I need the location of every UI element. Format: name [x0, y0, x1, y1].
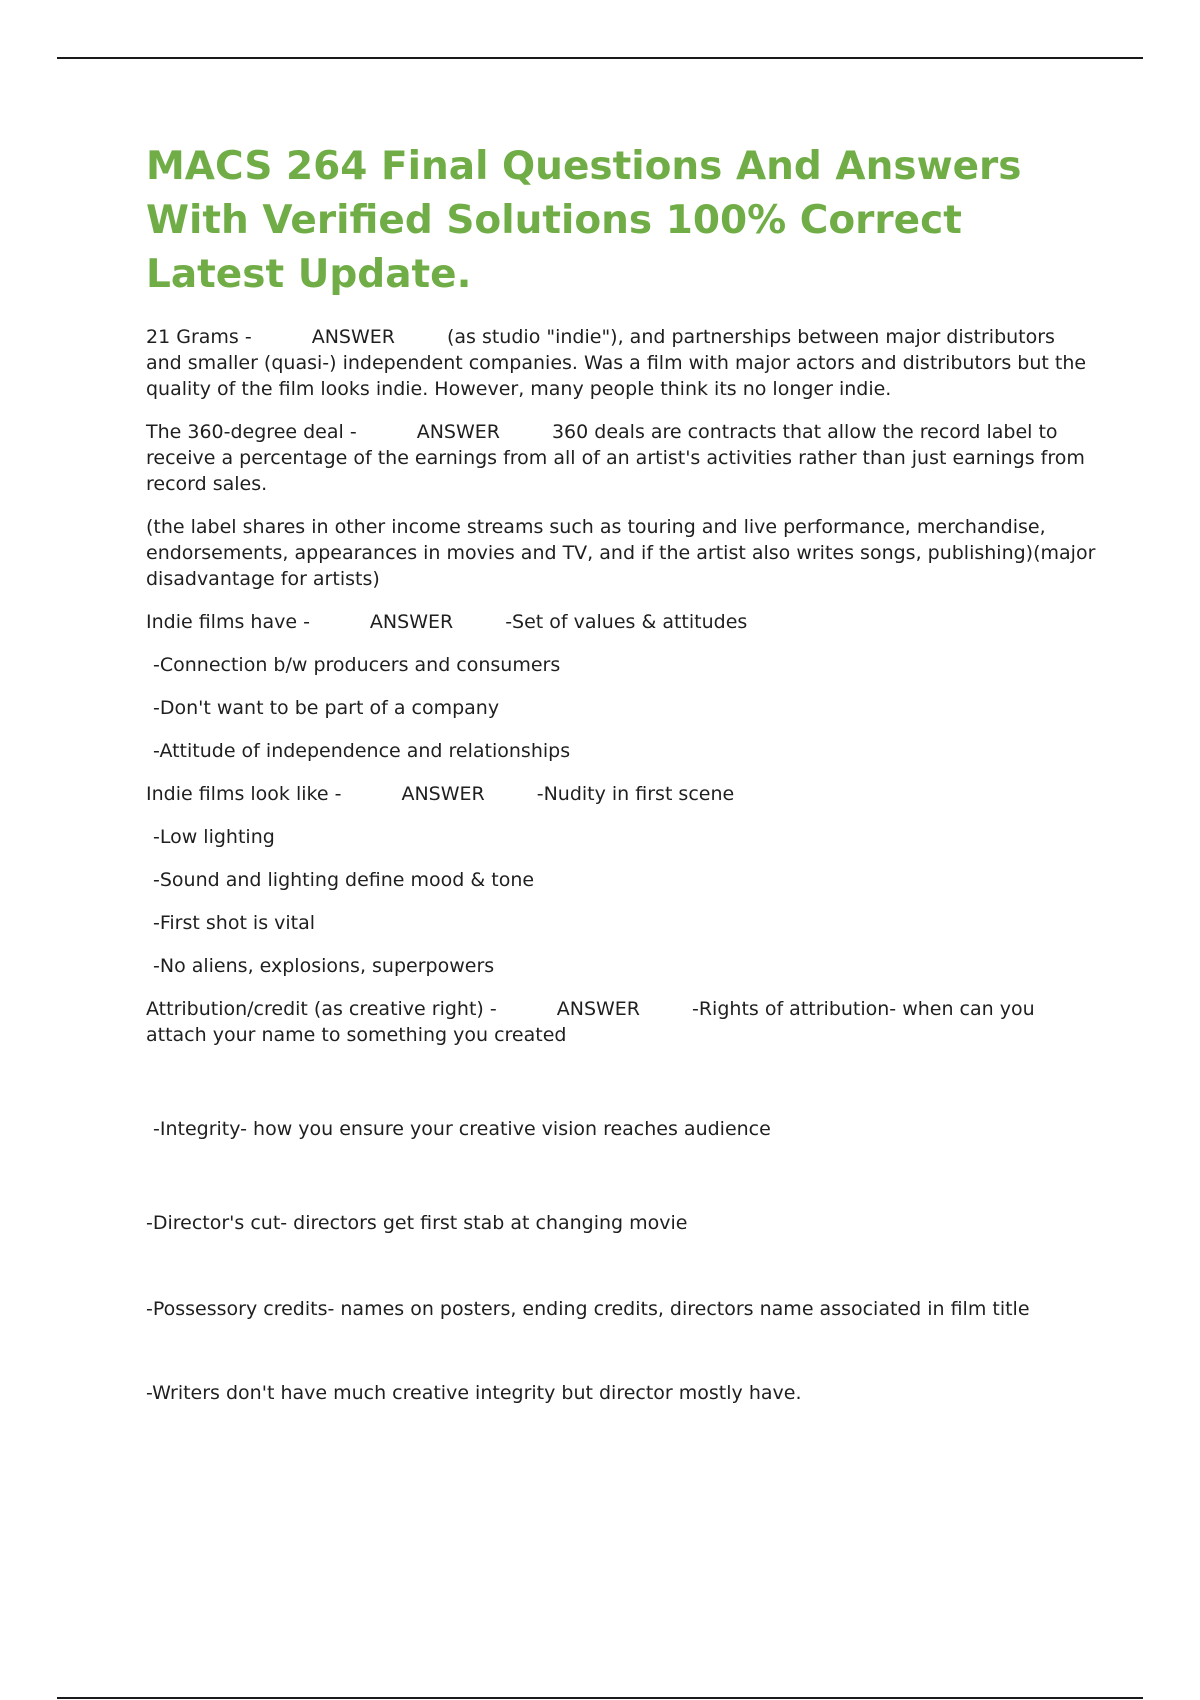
- document-title: MACS 264 Final Questions And Answers With Verified Solutions 100% Correct Latest Update.: [146, 144, 1022, 297]
- term: 21 Grams -: [146, 326, 252, 348]
- answer-label: ANSWER: [369, 611, 454, 633]
- list-item: -Integrity- how you ensure your creative vision reaches audience: [153, 1118, 771, 1140]
- answer-text: -Rights of attribution- when can you attach your name to something you created: [146, 998, 1035, 1046]
- list-item: -Sound and lighting define mood & tone: [153, 869, 535, 891]
- qa-entry-360-deal: [146, 419, 1096, 497]
- list-item: -Low lighting: [153, 826, 275, 848]
- answer-text: (as studio "indie"), and partnerships between major distributors and smaller (quasi-) independent companies. Was a film with major actors and distributors but the quality of the film looks indie. However, many people think its no longer indie.: [146, 326, 1087, 400]
- term: The 360-degree deal -: [146, 421, 357, 443]
- list-item: -First shot is vital: [153, 912, 316, 934]
- answer-label: ANSWER: [416, 421, 500, 443]
- qa-entry-attribution-credit: [146, 996, 1096, 1048]
- qa-entry-21-grams: [146, 324, 1096, 402]
- list-item: -Director's cut- directors get first stab at changing movie: [146, 1212, 688, 1234]
- term: Indie films have -: [146, 611, 310, 633]
- document-body: [146, 140, 1096, 1423]
- answer-label: ANSWER: [556, 998, 640, 1020]
- list-item: -Possessory credits- names on posters, ending credits, directors name associated in film title: [146, 1298, 1030, 1320]
- qa-entry-indie-films-have: [146, 609, 1096, 635]
- answer-label: ANSWER: [401, 783, 485, 805]
- term: Attribution/credit (as creative right) -: [146, 998, 497, 1020]
- qa-entry-indie-films-look-like: [146, 781, 1096, 807]
- answer-continuation: (the label shares in other income streams such as touring and live performance, merchandise, endorsements, appearances in movies and TV, and if the artist also writes songs, publishing)(major disadvantage for artists): [146, 516, 1096, 590]
- list-item: -Attitude of independence and relationships: [153, 740, 571, 762]
- list-item: -Connection b/w producers and consumers: [153, 654, 561, 676]
- list-item: -No aliens, explosions, superpowers: [153, 955, 495, 977]
- answer-text: -Set of values & attitudes: [505, 611, 748, 633]
- answer-label: ANSWER: [311, 326, 395, 348]
- term: Indie films look like -: [146, 783, 342, 805]
- answer-text: 360 deals are contracts that allow the record label to receive a percentage of the earnings from all of an artist's activities rather than just earnings from record sales.: [146, 421, 1085, 495]
- answer-text: -Nudity in first scene: [536, 783, 735, 805]
- list-item: -Don't want to be part of a company: [153, 697, 500, 719]
- top-rule: [57, 57, 1143, 59]
- bottom-rule: [57, 1697, 1143, 1699]
- list-item: -Writers don't have much creative integrity but director mostly have.: [146, 1382, 802, 1404]
